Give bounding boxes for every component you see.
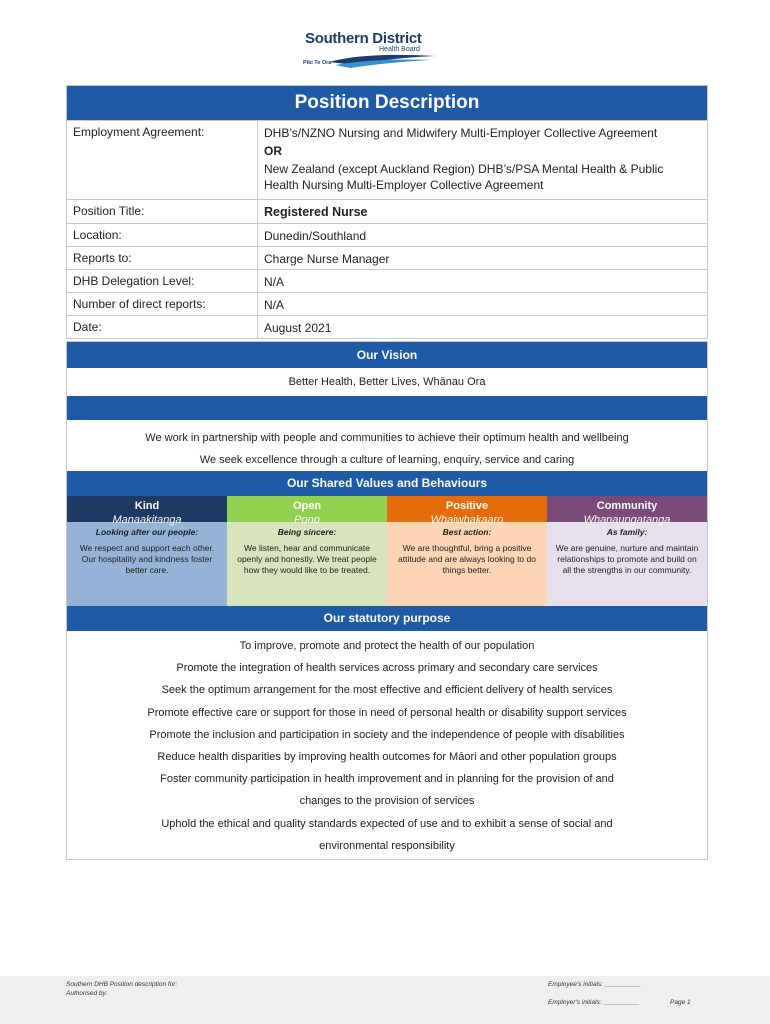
statutory-heading: Our statutory purpose [67,606,707,631]
vision-text: Better Health, Better Lives, Whānau Ora [288,376,486,388]
value-name: Positive [445,500,489,512]
sdhb-logo [295,28,445,72]
statutory-line: Seek the optimum arrangement for the most effective and efficient delivery of health services [161,684,613,697]
value-text: We are genuine, nurture and maintain relationships to promote and build on all the strengths in our community. [555,543,699,575]
value-body [227,522,387,606]
statutory-line: Promote the inclusion and participation in society and the independence of people with disabilities [149,728,625,741]
position-title-value: Registered Nurse [264,205,368,219]
value-name: Open [292,500,322,512]
value-community [547,496,707,606]
footer-employer-initials: Employer's initials: __________ [548,999,640,1006]
pd-row-date [67,315,707,338]
pd-label: Date: [67,316,258,338]
value-header [67,496,227,526]
vision-values-block [66,341,708,860]
statutory-line: To improve, promote and protect the health of our population [239,640,535,652]
statutory-line: Uphold the ethical and quality standards expected of use and to exhibit a sense of social and [161,817,613,830]
value-maori: Whaiwhakaaro [430,514,504,526]
mission-line-2: We seek excellence through a culture of learning, enquiry, service and caring [199,454,575,466]
footer-employee-initials: Employee's initials: __________ [548,981,642,988]
agreement-or: OR [264,144,282,158]
pd-row-location [67,223,707,246]
pd-label: Number of direct reports: [67,293,258,315]
statutory-line: Promote effective care or support for those in need of personal health or disability support services [147,706,627,719]
value-header [387,496,547,526]
statutory-line: Promote the integration of health services across primary and secondary care services [176,662,598,675]
pd-row-position-title [67,199,707,223]
mission-line-1: We work in partnership with people and communities to achieve their optimum health and wellbeing [145,432,629,444]
position-description-table [66,85,708,339]
value-header [227,496,387,526]
pd-row-reports-to [67,246,707,269]
value-text: We are thoughtful, bring a positive attitude and are always looking to do things better. [398,543,536,575]
value-action: Best action: [442,527,492,537]
position-description-heading: Position Description [67,86,707,120]
value-maori: Whanaungatanga [583,514,671,526]
mission-text [67,420,707,471]
pd-value: N/A [264,298,285,312]
values-heading: Our Shared Values and Behaviours [67,471,707,496]
value-text: We listen, hear and communicate openly and honestly. We treat people how they would like to be treated. [237,543,377,575]
pd-label: Reports to: [67,247,258,269]
footer-authorised-by: Authorised by: [66,990,108,997]
statutory-line: Foster community participation in health improvement and in planning for the provision of and [160,773,614,786]
logo-tagline: Piki Te Ora [303,60,332,66]
logo-title: Southern District [305,30,422,47]
logo-subtitle: Health Board [379,46,420,53]
statutory-line: environmental responsibility [319,839,455,852]
page-footer [0,976,770,1024]
values-grid [67,496,707,606]
pd-value [258,121,707,199]
value-body [387,522,547,606]
pd-label: Location: [67,224,258,246]
value-text: We respect and support each other. Our hospitality and kindness foster better care. [79,543,215,575]
pd-label: Employment Agreement: [67,121,258,199]
value-maori: Pono [294,514,320,526]
agreement-line-2: New Zealand (except Auckland Region) DHB’s/PSA Mental Health & Public Health Nursing Multi-Employer Collective Agreement [264,162,664,192]
value-action: As family: [606,527,648,537]
statutory-line: changes to the provision of services [299,795,475,808]
agreement-line-1: DHB’s/NZNO Nursing and Midwifery Multi-Employer Collective Agreement [264,126,658,140]
pd-value: Charge Nurse Manager [264,252,390,266]
footer-page-number: Page 1 [670,999,691,1006]
pd-value: August 2021 [264,321,332,335]
pd-row-delegation-level [67,269,707,292]
value-body [547,522,707,606]
statutory-line: Reduce health disparities by improving health outcomes for Māori and other population groups [157,751,617,764]
statutory-list [67,631,707,859]
value-maori: Manaakitanga [112,514,182,526]
pd-row-employment-agreement [67,120,707,199]
value-header [547,496,707,526]
value-name: Community [596,500,658,512]
value-name: Kind [134,500,160,512]
value-positive [387,496,547,606]
value-action: Being sincere: [277,527,337,537]
footer-position-description: Southern DHB Position description for: [66,981,178,988]
value-body [67,522,227,606]
pd-value: Dunedin/Southland [264,229,367,243]
pd-label: Position Title: [67,200,258,223]
value-action: Looking after our people: [95,527,199,537]
pd-value: N/A [264,275,285,289]
value-kind [67,496,227,606]
pd-row-direct-reports [67,292,707,315]
vision-heading: Our Vision [67,342,707,368]
value-open [227,496,387,606]
pd-label: DHB Delegation Level: [67,270,258,292]
mission-band [67,396,707,420]
